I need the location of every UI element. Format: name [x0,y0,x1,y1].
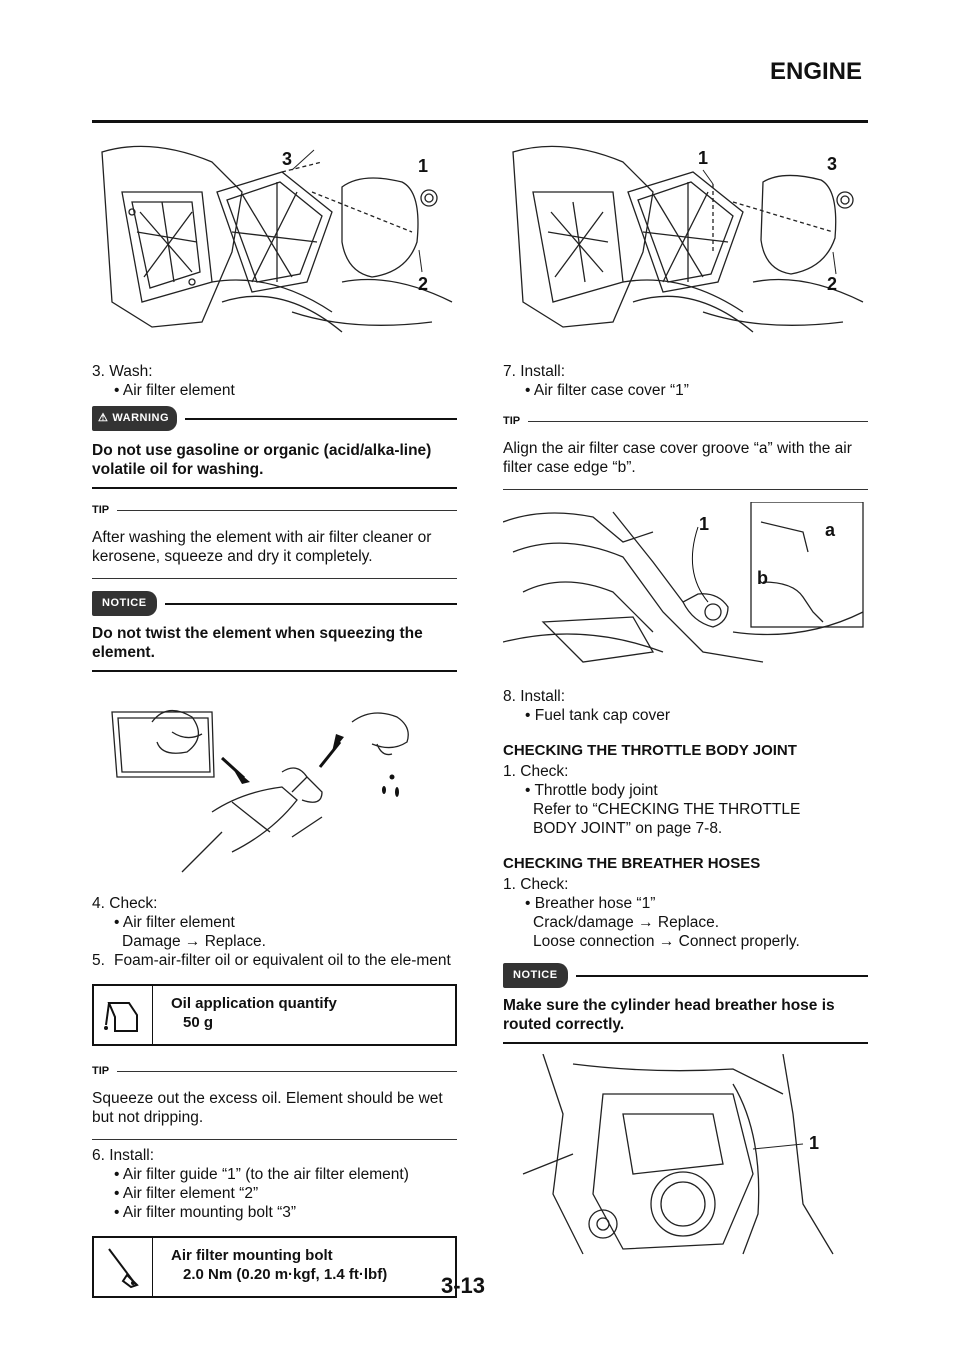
oil-can-icon [94,986,153,1044]
step-8: 8. Install: [503,688,566,705]
callout-1: 1 [418,156,429,176]
engine-breather-illustration [503,1054,868,1259]
spec-oil-title: Oil application quantify [171,995,337,1012]
tip-2-header: TIP [92,1062,457,1081]
airbox-cover-figure [503,132,868,336]
section-2-item: • Breather hose “1” [525,895,656,912]
section-1-step: 1. Check: [503,763,569,780]
tip-3-header: TIP [503,412,868,431]
notice-1-rule [92,670,457,672]
tip-3-text: Align the air filter case cover groove “a” with the air filter case edge “b”. [503,440,852,476]
notice-1-header [92,591,457,616]
header-rule [92,120,868,123]
step-3: 3. Wash: [92,363,153,380]
notice-2-rule [503,1042,868,1044]
torque-wrench-icon [94,1238,153,1296]
callout-3: 3 [282,149,293,169]
left-column [92,132,457,1298]
step-7-item: • Air filter case cover “1” [525,382,689,399]
tip-2-rule [92,1139,457,1140]
tip-1-text: After washing the element with air filter cleaner or kerosene, squeeze and dry it completely. [92,529,432,565]
step-6-item-3: • Air filter mounting bolt “3” [114,1204,297,1221]
warning-icon: ⚠ [98,412,109,424]
callout-3: 3 [827,154,838,174]
callout-2: 2 [827,274,838,294]
notice-2-header [503,963,868,988]
section-breather-hoses: CHECKING THE BREATHER HOSES [503,855,761,872]
section-1-ref-1: Refer to “CHECKING THE THROTTLE [533,801,801,818]
step-5: 5. Foam-air-filter oil or equivalent oil to the ele-ment [92,952,451,969]
callout-2: 2 [418,274,429,294]
spec-oil-value: 50 g [183,1014,214,1031]
step-3-item: • Air filter element [114,382,235,399]
notice-badge: NOTICE [503,963,568,988]
warning-text: Do not use gasoline or organic (acid/alka-line) volatile oil for washing. [92,442,432,478]
section-1-ref-2: BODY JOINT” on page 7-8. [533,820,723,837]
tip-1-header: TIP [92,501,457,520]
step-4-detail: Damage → Replace. [122,933,266,950]
step-8-item: • Fuel tank cap cover [525,707,670,724]
notice-2-text: Make sure the cylinder head breather hose is routed correctly. [503,997,835,1033]
notice-1-text: Do not twist the element when squeezing the element. [92,625,423,661]
tip-1-rule [92,578,457,579]
warning-rule [92,487,457,489]
spec-bolt-torque [92,1236,457,1298]
section-2-step: 1. Check: [503,876,569,893]
section-2-detail-2: Loose connection → Connect properly. [533,933,800,950]
spec-bolt-value: 2.0 Nm (0.20 m·kgf, 1.4 ft·lbf) [183,1266,388,1283]
section-throttle-body: CHECKING THE THROTTLE BODY JOINT [503,742,797,759]
tip-2-text: Squeeze out the excess oil. Element should be wet but not dripping. [92,1090,443,1126]
spec-bolt-title: Air filter mounting bolt [171,1247,333,1264]
callout-1: 1 [699,514,710,534]
warning-header [92,406,457,431]
tip-3-rule [503,489,868,490]
section-2-detail-1: Crack/damage → Replace. [533,914,720,931]
airbox-illustration [92,132,457,336]
washing-illustration [92,682,457,882]
engine-breather-figure [503,1054,868,1259]
step-6-item-1: • Air filter guide “1” (to the air filter element) [114,1166,409,1183]
callout-1: 1 [698,148,709,168]
washing-figure [92,682,457,882]
step-6: 6. Install: [92,1147,155,1164]
page-number: 3-13 [441,1273,486,1298]
page-header-title: ENGINE [770,58,863,85]
section-1-item: • Throttle body joint [525,782,658,799]
fuel-tank-cover-illustration [503,502,868,677]
airbox-figure [92,132,457,336]
right-column [503,132,868,1259]
warning-badge: ⚠ WARNING [92,406,177,431]
step-4-item: • Air filter element [114,914,235,931]
airbox-cover-illustration [503,132,868,336]
callout-b: b [757,568,768,588]
fuel-tank-cover-figure [503,502,868,677]
spec-oil-quantity [92,984,457,1046]
callout-1: 1 [809,1133,820,1153]
callout-a: a [825,520,836,540]
notice-badge: NOTICE [92,591,157,616]
step-4: 4. Check: [92,895,158,912]
step-7: 7. Install: [503,363,566,380]
step-6-item-2: • Air filter element “2” [114,1185,259,1202]
